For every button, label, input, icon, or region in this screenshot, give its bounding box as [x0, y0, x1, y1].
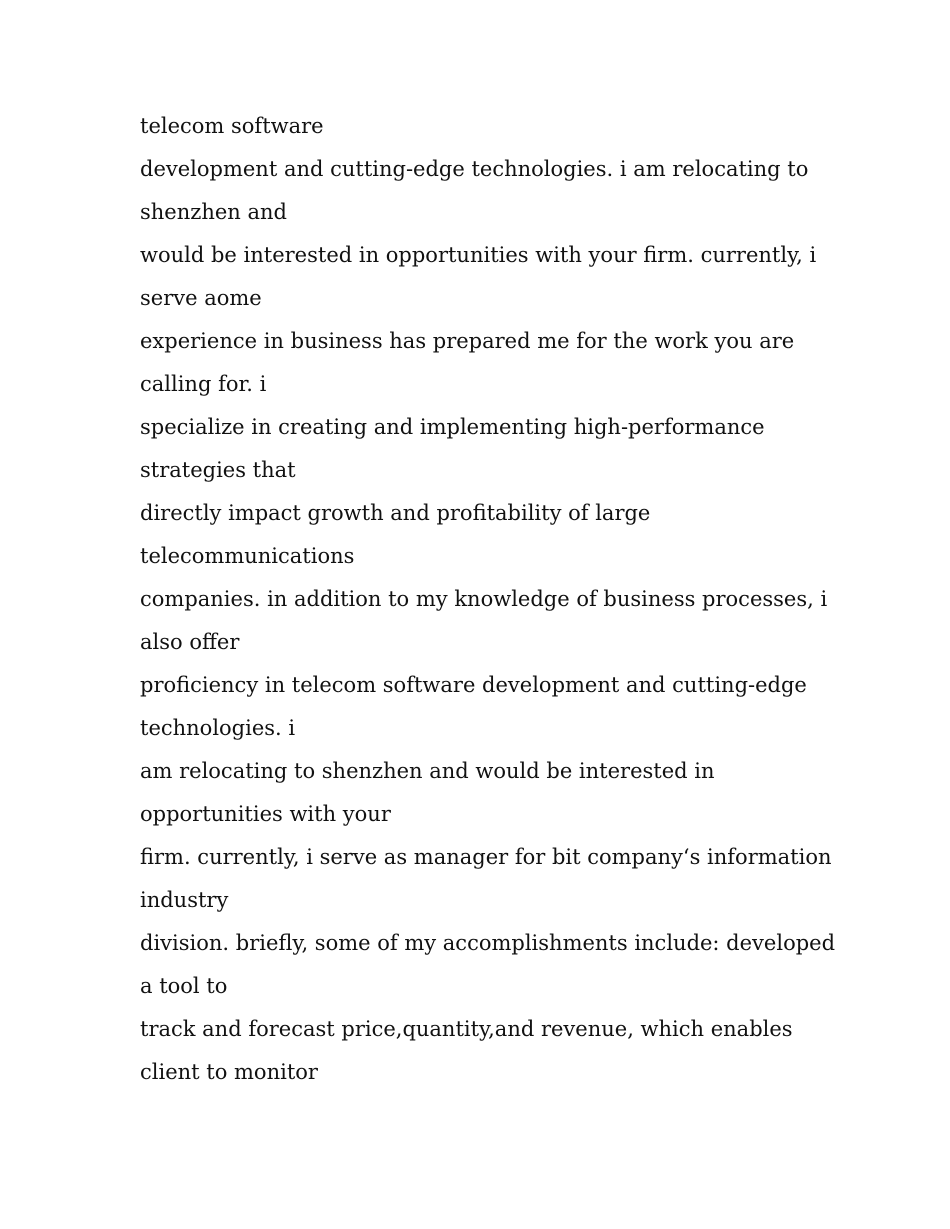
text-line: proficiency in telecom software development and cutting-edge [140, 673, 807, 697]
text-line: division. briefly, some of my accomplishments include: developed [140, 931, 836, 955]
text-line: am relocating to shenzhen and would be interested in [140, 759, 715, 783]
text-line: calling for. i [140, 372, 267, 396]
text-line: shenzhen and [140, 200, 287, 224]
text-line: client to monitor [140, 1060, 318, 1084]
text-line: also offer [140, 630, 240, 654]
text-line: track and forecast price,quantity,and revenue, which enables [140, 1017, 793, 1041]
text-line: development and cutting-edge technologies. i am relocating to [140, 157, 809, 181]
text-line: serve aome [140, 286, 262, 310]
text-line: firm. currently, i serve as manager for bit company‘s information [140, 845, 832, 869]
text-line: opportunities with your [140, 802, 391, 826]
text-line: a tool to [140, 974, 228, 998]
text-line: technologies. i [140, 716, 296, 740]
text-line: telecom software [140, 114, 324, 138]
text-line: strategies that [140, 458, 296, 482]
body-text [140, 105, 840, 1094]
text-line: would be interested in opportunities with your firm. currently, i [140, 243, 817, 267]
text-line: companies. in addition to my knowledge of business processes, i [140, 587, 828, 611]
text-line: directly impact growth and profitability of large [140, 501, 651, 525]
text-line: specialize in creating and implementing high-performance [140, 415, 765, 439]
text-line: experience in business has prepared me for the work you are [140, 329, 795, 353]
text-line: telecommunications [140, 544, 355, 568]
text-line: industry [140, 888, 229, 912]
